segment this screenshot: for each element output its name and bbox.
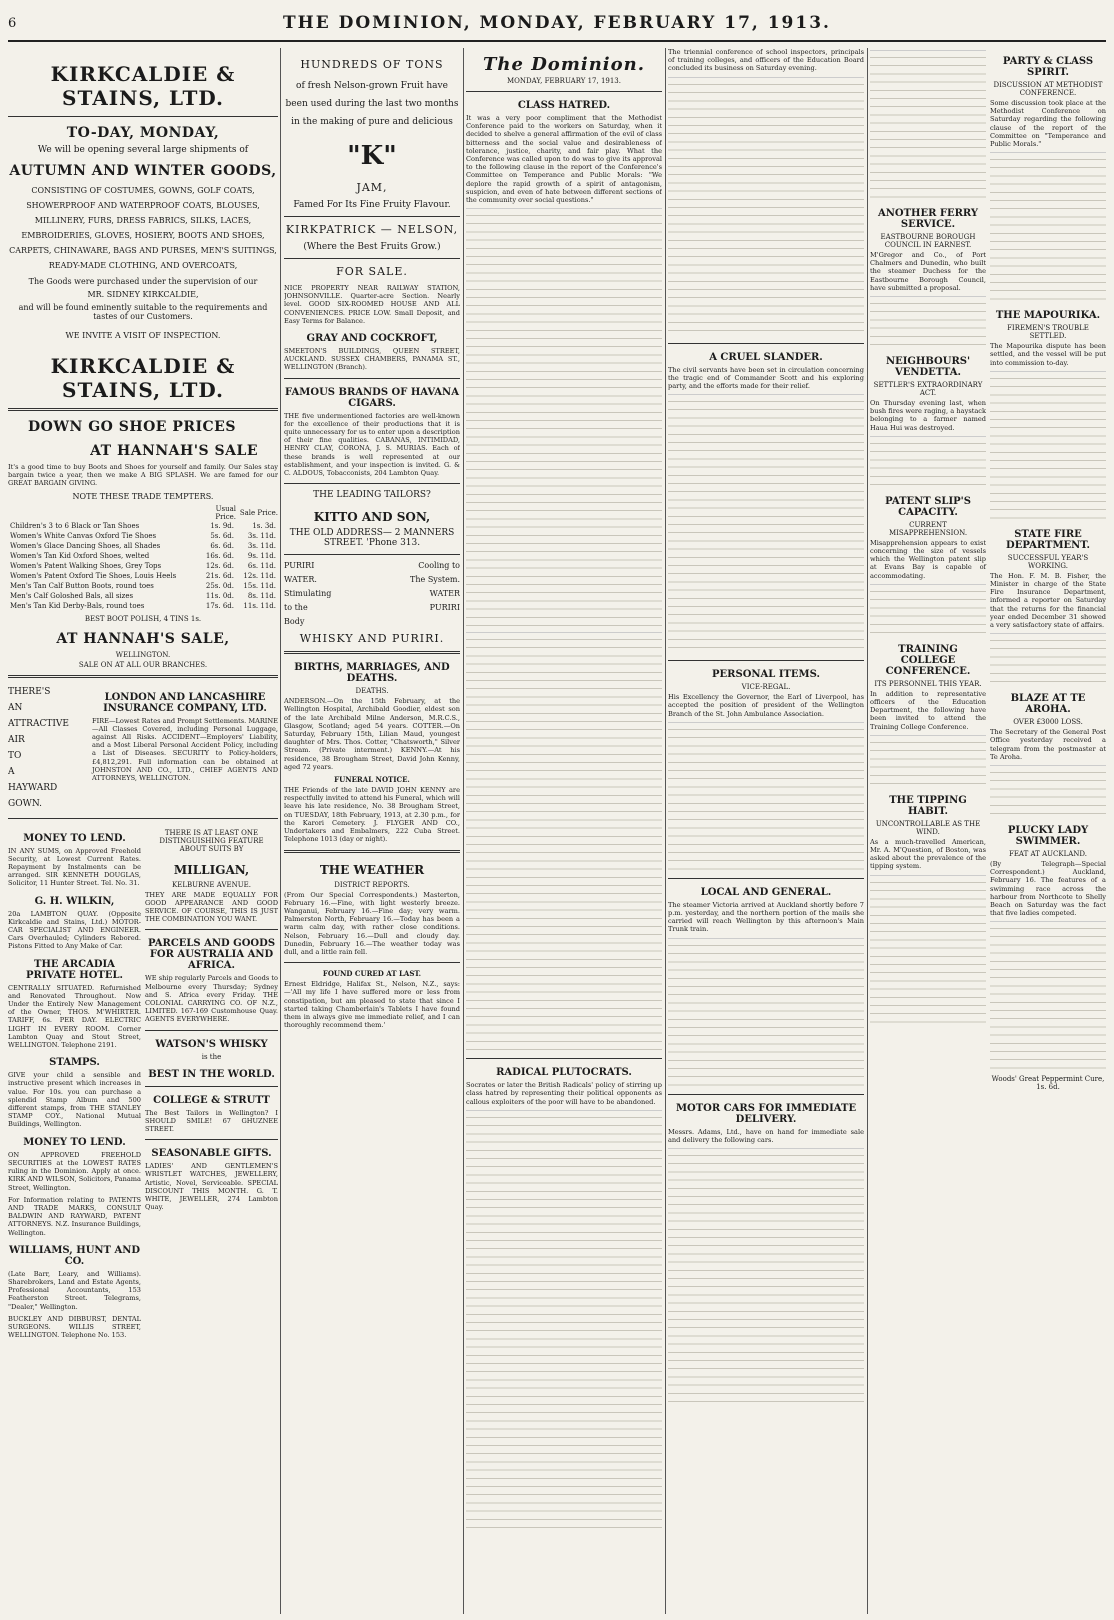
text-lines xyxy=(990,633,1106,685)
swimmer-body: (By Telegraph—Special Correspondent.) Auckland, February 16. The features of a swimming race across the harbour from Northcote to Shelly Beach on Saturday was the fact that five ladies competed. xyxy=(990,860,1106,918)
found-cured-heading: FOUND CURED AT LAST. xyxy=(322,969,422,979)
slip-body: Misapprehension appears to exist concerning the size of vessels which the Wellington patent slip at Evans Bay is capable of accommodating. xyxy=(870,538,986,580)
births-heading: BIRTHS, MARRIAGES, AND DEATHS. xyxy=(294,662,450,685)
price-col-usual: Usual Price. xyxy=(215,504,236,521)
conference-intro: The triennial conference of school inspectors, principals of training colleges, and officers of the Education Board concluded its business on Saturday evening. xyxy=(668,48,864,73)
table-row: Men's Calf Goloshed Bals, all sizes 11s. 0d. 8s. 11d. xyxy=(10,591,276,600)
column-news-right xyxy=(870,48,1106,1614)
gray-cockroft-body: SMEETON'S BUILDINGS, QUEEN STREET, AUCKLAND. SUSSEX CHAMBERS, PANAMA ST., WELLINGTON (Branch). xyxy=(284,347,460,372)
text-lines xyxy=(870,735,986,787)
text-lines xyxy=(668,394,864,654)
for-sale-body: NICE PROPERTY NEAR RAILWAY STATION, JOHNSONVILLE. Quarter-acre Section. Nearly level. GOOD SIX-ROOMED HOUSE AND ALL CONVENIENCES. PRICE LOW. Small Deposit, and Easy Terms for Balance. xyxy=(284,284,460,325)
ad-row-2 xyxy=(8,825,278,1344)
party-heading: PARTY & CLASS SPIRIT. xyxy=(1002,56,1094,78)
funeral-body: THE Friends of the late DAVID JOHN KENNY are respectfully invited to attend his Funeral, which will leave his late residence, No. 38 Brougham Street, on TUESDAY, 18th February, 1913, at 2.30 p.m., for the Karori Cemetery. J. FLYGER AND CO., Undertakers and Embalmers, 222 Cuba Street. Telephone 1013 (day or night). xyxy=(284,786,460,844)
jam-label: JAM, xyxy=(356,181,388,194)
for-sale-heading: FOR SALE. xyxy=(336,265,408,278)
slip-heading: PATENT SLIP'S CAPACITY. xyxy=(885,495,971,518)
hannah-footer: AT HANNAH'S SALE, xyxy=(56,630,230,647)
slander-body: The civil servants have been set in circulation concerning the tragic end of Commander Scott and his exploring party, and the efforts made for their relief. xyxy=(668,365,864,391)
table-row: Men's Tan Kid Derby-Bals, round toes 17s. 6d. 11s. 11d. xyxy=(10,601,276,610)
slander-heading: A CRUEL SLANDER. xyxy=(709,351,823,363)
local-heading: LOCAL AND GENERAL. xyxy=(700,886,832,898)
text-lines xyxy=(870,50,986,200)
suitable-line: and will be found eminently suitable to the requirements and tastes of our Customers. xyxy=(18,303,268,321)
column-divider xyxy=(665,48,666,1614)
ferry-heading: ANOTHER FERRY SERVICE. xyxy=(877,208,979,230)
today-heading: TO-DAY, MONDAY, xyxy=(66,125,220,141)
text-lines xyxy=(466,1110,662,1530)
funeral-heading: FUNERAL NOTICE. xyxy=(334,775,410,785)
fire-body: The Hon. F. M. B. Fisher, the Minister in charge of the State Fire Insurance Department, informed a reporter on Saturday that the returns for the financial year ended December 31 showed a very satisfactory state of affairs. xyxy=(990,571,1106,630)
news-left-half xyxy=(870,48,986,1093)
kirkpatrick-heading: KIRKPATRICK — NELSON, xyxy=(285,223,459,236)
text-lines xyxy=(990,152,1106,302)
vice-regal: VICE-REGAL. xyxy=(741,683,791,692)
right-ads: THERE IS AT LEAST ONE DISTINGUISHING FEATURE ABOUT SUITS BY MILLIGAN, KELBURNE AVENUE. THEY ARE MADE EQUALLY FOR GOOD APPEARANCE AND GOOD SERVICE. OF COURSE, THIS IS JUST THE COMBINATION YOU WANT. PARCELS AND GOODS FOR AUSTRALIA AND AFRICA. WE ship regularly Parcels and Goods to Melbourne every Thursday; Sydney and S. Africa every Friday. THE COLONIAL CARRYING CO. OF N.Z., LIMITED. 167-169 Customhouse Quay. AGENTS EVERYWHERE. WATSON'S WHISKY is the BEST IN THE WORLD. COLLEGE & STRUTT The Best Tailors in Wellington? I SHOULD SMILE! 67 GHUZNEE STREET. SEASONABLE GIFTS. LADIES' AND GENTLEMEN'S WRISTLET WATCHES, JEWELLERY, Artistic, Novel, Serviceable. SPECIAL DISCOUNT THIS MONTH. G. T. WHITE, JEWELLER, 274 Lambton Quay. xyxy=(145,828,278,1212)
party-body: Some discussion took place at the Methodist Conference on Saturday regarding the following clause of the report of the Committee on "Temperance and Public Morals." xyxy=(990,99,1106,149)
hannah-branches: SALE ON AT ALL OUR BRANCHES. xyxy=(78,660,208,669)
purchased-line: The Goods were purchased under the supervision of our xyxy=(28,277,258,286)
masthead xyxy=(8,6,1106,42)
editorial-date: MONDAY, FEBRUARY 17, 1913. xyxy=(506,77,621,85)
havana-heading: FAMOUS BRANDS OF HAVANA CIGARS. xyxy=(285,386,459,409)
kitto-heading: KITTO AND SON, xyxy=(313,510,431,525)
class-hatred-heading: CLASS HATRED. xyxy=(517,100,611,111)
mapourika-heading: THE MAPOURIKA. xyxy=(995,310,1101,322)
left-ads: MONEY TO LEND. IN ANY SUMS, on Approved Freehold Security, at Lowest Current Rates. Repayment by Instalments can be arranged. SIR KENNETH DOUGLAS, Solicitor, 11 Hunter Street. Tel. No. 31. G. H. WILKIN, 20a LAMBTON QUAY. (Opposite Kirkcaldie and Stains, Ltd.) MOTOR-CAR SPECIALIST AND ENGINEER. Cars Overhauled; Cylinders Rebored. Pistons Fitted to Any Make of Car. THE ARCADIA PRIVATE HOTEL. CENTRALLY SITUATED. Refurnished and Renovated Throughout. Now Under the Entirely New Management of the Owner, THOS. M'WHIRTER. TARIFF, 6s. PER DAY. ELECTRIC LIGHT IN EVERY ROOM. Corner Lambton Quay and Stout Street, WELLINGTON. Telephone 2191. STAMPS. GIVE your child a sensible and instructive present which increases in value. For 10s. you can purchase a splendid Stamp Album and 500 different stamps, from THE STANLEY STAMP COY., National Mutual Buildings, Wellington. MONEY TO LEND. ON APPROVED FREEHOLD SECURITIES at the LOWEST RATES ruling in the Dominion. Apply at once. KIRK AND WILSON, Solicitors, Panama Street, Wellington. For Information relating to PATENTS AND TRADE MARKS, CONSULT BALDWIN AND RAYWARD, PATENT ATTORNEYS. N.Z. Insurance Buildings, Wellington. WILLIAMS, HUNT AND CO. (Late Barr, Leary, and Williams). Sharebrokers, Land and Estate Agents, Professional Accountants, 153 Featherston Street. Telegrams, "Dealer," Wellington. BUCKLEY AND DIBBURST, DENTAL SURGEONS. WILLIS STREET, WELLINGTON. Telephone No. 153. xyxy=(8,832,141,1340)
personal-body: His Excellency the Governor, the Earl of Liverpool, has accepted the position of president of the Wellington Branch of the St. John Ambulance Association. xyxy=(668,693,864,718)
woods-ad: Woods' Great Peppermint Cure, 1s. 6d. xyxy=(991,1075,1105,1092)
k-jam-mark: "K" xyxy=(347,141,397,171)
table-row: Women's Patent Walking Shoes, Grey Tops 12s. 6d. 6s. 11d. xyxy=(10,561,276,570)
invite-line: WE INVITE A VISIT OF INSPECTION. xyxy=(65,331,221,340)
text-lines xyxy=(870,296,986,348)
text-lines xyxy=(668,722,864,872)
column-advertisements xyxy=(8,48,278,1614)
mapourika-body: The Mapourika dispute has been settled, and the vessel will be put into commission to-day. xyxy=(990,342,1106,367)
hannah-intro: It's a good time to buy Boots and Shoes for yourself and family. Our Sales stay bargain twice a year, then we make A BIG SPLASH. We are famed for our GREAT BARGAIN GIVING. xyxy=(8,463,278,488)
personal-heading: PERSONAL ITEMS. xyxy=(712,669,820,681)
boot-polish: BEST BOOT POLISH, 4 TINS 1s. xyxy=(84,614,202,623)
hannah-city: WELLINGTON. xyxy=(115,650,171,659)
ferry-sub: EASTBOURNE BOROUGH COUNCIL IN EARNEST. xyxy=(880,233,976,249)
table-row: Women's Patent Oxford Tie Shoes, Louis Heels 21s. 6d. 12s. 11d. xyxy=(10,571,276,580)
hayward-ad: THERE'S AN ATTRACTIVE AIR TO A HAYWARD GOWN. xyxy=(8,686,69,809)
class-hatred-body: It was a very poor compliment that the Methodist Conference paid to the workers on Saturday, when it decided to shelve a general affirmation of the evil of class bitterness and the social value and desirableness of tolerance, justice, charity, and fair play. What the Conference was called upon to do was to give its approval to the following clause in the report of the Conference's Committee on Temperance and Public Morals: "We deplore the rapid growth of a spirit of antagonism, suspicion, and even of hate between different sections of the community over social questions." xyxy=(466,114,662,205)
jam-tagline: Famed For Its Fine Fruity Flavour. xyxy=(293,200,451,210)
ferry-body: M'Gregor and Co., of Port Chalmers and Dunedin, who built the steamer Duchess for the Eastbourne Borough Council, have submitted a proposal. xyxy=(870,251,986,292)
aroha-heading: BLAZE AT TE AROHA. xyxy=(1010,693,1086,716)
ad-row-hayward-london xyxy=(8,684,278,812)
price-col-sale: Sale Price. xyxy=(239,508,278,517)
local-body: The steamer Victoria arrived at Auckland shortly before 7 p.m. yesterday, and the northern portion of the mails she carried will reach Wellington by this afternoon's Main Trunk train. xyxy=(668,900,864,934)
column-editorial xyxy=(466,48,662,1614)
text-lines xyxy=(668,1148,864,1408)
kirkcaldie-ad-title: KIRKCALDIE & STAINS, LTD. xyxy=(50,62,236,110)
hannah-subheading: AT HANNAH'S SALE xyxy=(90,443,258,459)
column-divider xyxy=(867,48,868,1614)
table-row: Women's White Canvas Oxford Tie Shoes 5s. 6d. 3s. 11d. xyxy=(10,531,276,540)
neighbours-heading: NEIGHBOURS' VENDETTA. xyxy=(885,356,971,379)
fire-heading: STATE FIRE DEPARTMENT. xyxy=(1006,528,1090,551)
slip-sub: CURRENT MISAPPREHENSION. xyxy=(888,520,968,537)
swimmer-heading: PLUCKY LADY SWIMMER. xyxy=(1007,825,1089,848)
trade-tempters-heading: NOTE THESE TRADE TEMPTERS. xyxy=(72,491,214,501)
goods-list: CONSISTING OF COSTUMES, GOWNS, GOLF COATS, SHOWERPROOF AND WATERPROOF COATS, BLOUSES, MILLINERY, FURS, DRESS FABRICS, SILKS, LACES, EMBROIDERIES, GLOVES, HOSIERY, BOOTS AND SHOES, CARPETS, CHINAWARE, BAGS AND PURSES, MEN'S SUITINGS, READY-MADE CLOTHING, AND OVERCOATS, xyxy=(9,186,277,270)
text-lines xyxy=(466,632,662,1052)
weather-body: (From Our Special Correspondents.) Masterton, February 16.—Fine, with light westerly breeze. Wanganui, February 16.—Fine day; very warm. Palmerston North, February 16.—Today has been a warm calm day, with rather close conditions. Nelson, February 16.—Dull and cloudy day. Dunedin, February 16.—The weather today was dull, and a little rain fell. xyxy=(284,890,460,956)
fire-sub: SUCCESSFUL YEAR'S WORKING. xyxy=(1007,553,1089,570)
kirkpatrick-tagline: (Where the Best Fruits Grow.) xyxy=(303,242,441,252)
mapourika-sub: FIREMEN'S TROUBLE SETTLED. xyxy=(1007,324,1089,341)
party-sub: DISCUSSION AT METHODIST CONFERENCE. xyxy=(993,81,1103,97)
motor-heading: MOTOR CARS FOR IMMEDIATE DELIVERY. xyxy=(675,1102,857,1125)
price-table xyxy=(8,505,278,611)
training-heading: TRAINING COLLEGE CONFERENCE. xyxy=(885,643,971,677)
news-right-split xyxy=(870,48,1106,1093)
swimmer-sub: FEAT AT AUCKLAND. xyxy=(1008,850,1088,859)
table-row: Children's 3 to 6 Black or Tan Shoes 1s. 9d. 1s. 3d. xyxy=(10,521,276,530)
text-lines xyxy=(990,921,1106,1071)
tipping-body: As a much-travelled American, Mr. A. M'Question, of Boston, was asked about the prevalence of the tipping system. xyxy=(870,837,986,871)
training-sub: ITS PERSONNEL THIS YEAR. xyxy=(874,679,982,688)
kitto-body: THE OLD ADDRESS— 2 MANNERS STREET. 'Phone 313. xyxy=(289,528,455,549)
district-reports: DISTRICT REPORTS. xyxy=(334,880,410,889)
column-divider xyxy=(463,48,464,1614)
text-lines xyxy=(466,208,662,628)
neighbours-body: On Thursday evening last, when bush fires were raging, a haystack belonging to a farmer named Haua Hui was destroyed. xyxy=(870,399,986,432)
fruit-heading: HUNDREDS OF TONS xyxy=(300,58,444,71)
text-lines xyxy=(990,371,1106,521)
kirkcaldie-ad-title-2: KIRKCALDIE & STAINS, LTD. xyxy=(50,354,236,402)
table-row: Men's Tan Calf Button Boots, round toes 25s. 0d. 15s. 11d. xyxy=(10,581,276,590)
text-lines xyxy=(990,765,1106,817)
column-small-ads xyxy=(284,48,460,1614)
found-cured-body: Ernest Eldridge, Halifax St., Nelson, N.Z., says:—'All my life I have suffered more or less from constipation, but am pleased to state that since I started taking Chamberlain's Tablets I have found them in always give me immediate relief, and I can thoroughly recommend them.' xyxy=(284,980,460,1030)
aroha-body: The Secretary of the General Post Office yesterday received a telegram from the postmaster at Te Aroha. xyxy=(990,728,1106,761)
table-row: Women's Glace Dancing Shoes, all Shades 6s. 6d. 3s. 11d. xyxy=(10,541,276,550)
weather-heading: THE WEATHER xyxy=(319,862,425,877)
newspaper-logo: The Dominion. xyxy=(483,54,645,75)
news-right-half xyxy=(990,48,1106,1093)
text-lines xyxy=(870,875,986,1025)
gray-cockroft: GRAY AND COCKROFT, xyxy=(306,333,438,345)
table-row: Women's Tan Kid Oxford Shoes, welted 16s. 6d. 9s. 11d. xyxy=(10,551,276,560)
deaths-heading: DEATHS. xyxy=(355,687,389,696)
radical-heading: RADICAL PLUTOCRATS. xyxy=(496,1067,632,1079)
column-divider xyxy=(280,48,281,1614)
fruit-body: of fresh Nelson-grown Fruit have been used during the last two months in the making of pure and delicious xyxy=(285,81,459,127)
masthead-title: THE DOMINION, MONDAY, FEBRUARY 17, 1913. xyxy=(283,13,831,33)
goods-heading: AUTUMN AND WINTER GOODS, xyxy=(9,163,277,179)
hannah-heading: DOWN GO SHOE PRICES xyxy=(28,419,236,435)
whisky-puriri: WHISKY AND PURIRI. xyxy=(299,632,445,646)
buyer-name: MR. SIDNEY KIRKCALDIE, xyxy=(87,290,199,299)
puriri-ad: PURIRI Cooling to WATER. The System. Stimulating WATER to the PURIRI Body xyxy=(284,561,460,627)
tipping-heading: THE TIPPING HABIT. xyxy=(889,794,967,817)
neighbours-sub: SETTLER'S EXTRAORDINARY ACT. xyxy=(873,381,983,398)
deaths-body: ANDERSON.—On the 15th February, at the Wellington Hospital, Archibald Goodier, eldest son of the late Archibald Milne Anderson, M.R.C.S., Glasgow, Scotland; aged 54 years. COTTER.—On Saturday, February 15th, Lilian Maud, youngest daughter of Mrs. Thos. Cotter, "Chatsworth," Silver Stream. (Private interment.) KENNY.—At his residence, 38 Brougham Street, David John Kenny, aged 72 years. xyxy=(284,697,460,771)
tipping-sub: UNCONTROLLABLE AS THE WIND. xyxy=(875,819,981,836)
radical-body: Socrates or later the British Radicals' policy of stirring up class hatred by representing their political opponents as callous exploiters of the poor will have to be abandoned. xyxy=(466,1081,662,1106)
text-lines xyxy=(870,436,986,488)
havana-body: THE five undermentioned factories are well-known for the excellence of their productions that it is quite unnecessary for us to enter upon a description of their fine qualities. CABANAS, INTIMIDAD, HENRY CLAY, CORONA, J. S. MURIAS. Each of these brands is well represented at our establishment, and your inspection is invited. G. & C. ALDOUS, Tobacconists, 204 Lambton Quay. xyxy=(284,411,460,478)
text-lines xyxy=(870,584,986,636)
motor-body: Messrs. Adams, Ltd., have on hand for immediate sale and delivery the following cars. xyxy=(668,1127,864,1144)
column-news xyxy=(668,48,864,1614)
opening-line: We will be opening several large shipments of xyxy=(37,145,249,155)
text-lines xyxy=(668,938,864,1088)
london-insurance-ad: LONDON AND LANCASHIRE INSURANCE COMPANY, LTD. FIRE—Lowest Rates and Prompt Settlements. MARINE—All Classes Covered, including Personal Luggage, against All Risks. ACCIDENT—Employers' Liability, and a Most Liberal Personal Accident Policy, including a List of Diseases. SECURITY to Policy-holders, £4,812,291. Full information can be obtained at JOHNSTON AND CO., LTD., CHIEF AGENTS AND ATTORNEYS, WELLINGTON. xyxy=(92,691,278,783)
page-number: 6 xyxy=(8,15,17,31)
aroha-sub: OVER £3000 LOSS. xyxy=(1013,718,1083,727)
training-body: In addition to representative officers of the Education Department, the following have been invited to attend the Training College Conference. xyxy=(870,689,986,731)
leading-tailors: THE LEADING TAILORS? xyxy=(313,490,431,501)
text-lines xyxy=(668,77,864,337)
